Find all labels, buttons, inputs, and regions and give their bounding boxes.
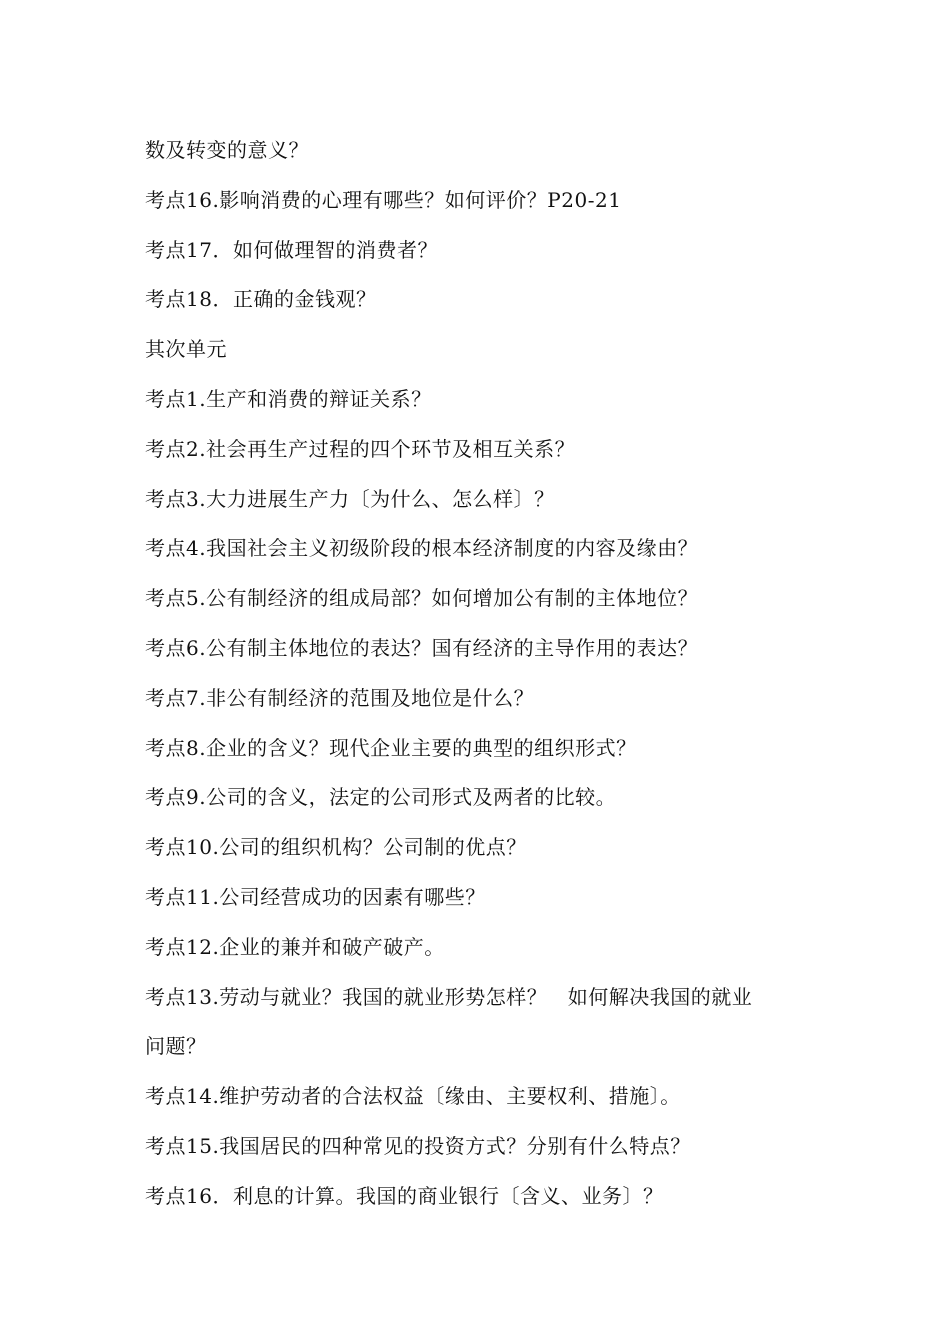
text-line: 考点3.大力进展生产力〔为什么、怎么样〕？ bbox=[145, 486, 555, 511]
text-line: 考点2.社会再生产过程的四个环节及相互关系？ bbox=[145, 436, 576, 461]
text-line: 考点10.公司的组织机构？公司制的优点？ bbox=[145, 835, 527, 860]
text-line: 考点15.我国居民的四种常见的投资方式？分别有什么特点？ bbox=[145, 1133, 691, 1158]
text-line: 考点6.公有制主体地位的表达？国有经济的主导作用的表达？ bbox=[145, 635, 699, 660]
text-body bbox=[145, 128, 825, 1224]
section-heading: 其次单元 bbox=[145, 337, 227, 362]
text-line: 考点4.我国社会主义初级阶段的根本经济制度的内容及缘由？ bbox=[145, 536, 699, 561]
text-line: 考点18．正确的金钱观？ bbox=[145, 287, 377, 312]
text-line: 考点13.劳动与就业？我国的就业形势怎样？ 如何解决我国的就业 bbox=[145, 984, 753, 1009]
text-line: 考点5.公有制经济的组成局部？如何增加公有制的主体地位？ bbox=[145, 586, 699, 611]
text-line: 考点14.维护劳动者的合法权益〔缘由、主要权利、措施〕。 bbox=[145, 1084, 681, 1109]
text-line: 考点16．利息的计算。我国的商业银行〔含义、业务〕？ bbox=[145, 1183, 664, 1208]
text-line: 考点17．如何做理智的消费者？ bbox=[145, 237, 438, 262]
text-line: 考点1.生产和消费的辩证关系？ bbox=[145, 386, 432, 411]
text-line: 考点11.公司经营成功的因素有哪些？ bbox=[145, 884, 486, 909]
text-line: 考点8.企业的含义？现代企业主要的典型的组织形式？ bbox=[145, 735, 637, 760]
text-line: 考点12.企业的兼并和破产破产。 bbox=[145, 934, 445, 959]
text-line: 数及转变的意义？ bbox=[145, 138, 309, 162]
text-line: 考点16.影响消费的心理有哪些？如何评价？P20-21 bbox=[145, 187, 622, 212]
text-line: 考点7.非公有制经济的范围及地位是什么？ bbox=[145, 685, 535, 710]
text-line: 考点9.公司的含义，法定的公司形式及两者的比较。 bbox=[145, 785, 617, 810]
text-line: 问题？ bbox=[145, 1034, 207, 1059]
